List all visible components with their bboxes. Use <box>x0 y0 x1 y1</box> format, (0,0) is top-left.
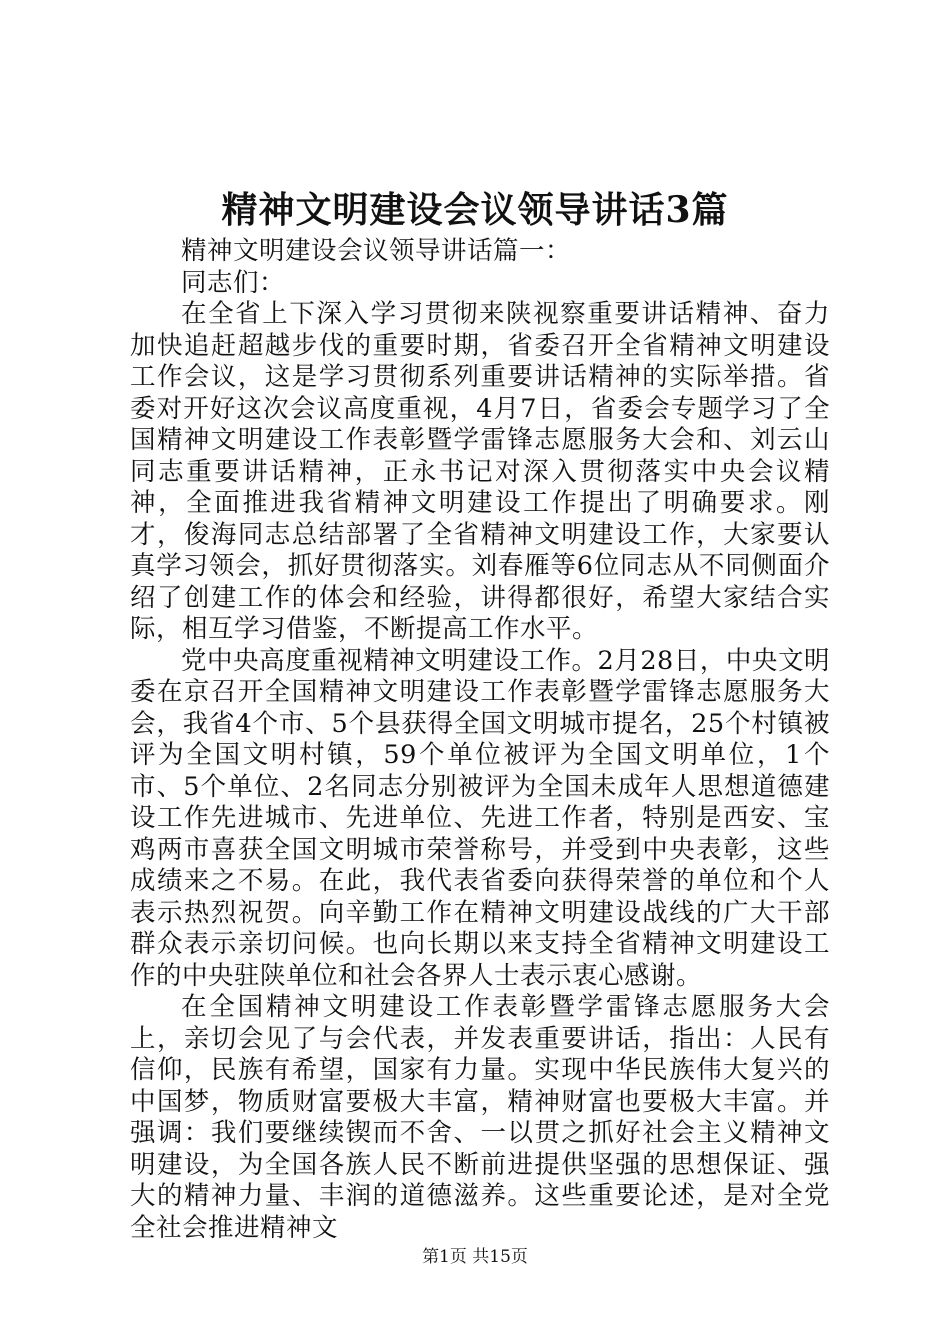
body-paragraph: 在全国精神文明建设工作表彰暨学雷锋志愿服务大会上，亲切会见了与会代表，并发表重要讲话，指出：人民有信仰，民族有希望，国家有力量。实现中华民族伟大复兴的中国梦，物质财富要极大丰富，精神财富也要极大丰富。并强调：我们要继续锲而不舍、一以贯之抓好社会主义精神文明建设，为全国各族人民不断前进提供坚强的思想保证、强大的精神力量、丰润的道德滋养。这些重要论述，是对全党全社会推进精神文 <box>130 992 830 1243</box>
document-body <box>130 236 830 1244</box>
section-heading: 精神文明建设会议领导讲话篇一： <box>181 236 572 266</box>
document-title: 精神文明建设会议领导讲话3篇 <box>221 189 729 231</box>
body-paragraph: 党中央高度重视精神文明建设工作。2月28日，中央文明委在京召开全国精神文明建设工作表彰暨学雷锋志愿服务大会，我省4个市、5个县获得全国文明城市提名，25个村镇被评为全国文明村镇，59个单位被评为全国文明单位，1个市、5个单位、2名同志分别被评为全国未成年人思想道德建设工作先进城市、先进单位、先进工作者，特别是西安、宝鸡两市喜获全国文明城市荣誉称号，并受到中央表彰，这些成绩来之不易。在此，我代表省委向获得荣誉的单位和个人表示热烈祝贺。向辛勤工作在精神文明建设战线的广大干部群众表示亲切问候。也向长期以来支持全省精神文明建设工作的中央驻陕单位和社会各界人士表示衷心感谢。 <box>130 645 830 991</box>
page-number-footer: 第1页 共15页 <box>422 1247 528 1267</box>
body-paragraph: 在全省上下深入学习贯彻来陕视察重要讲话精神、奋力加快追赶超越步伐的重要时期，省委召开全省精神文明建设工作会议，这是学习贯彻系列重要讲话精神的实际举措。省委对开好这次会议高度重视，4月7日，省委会专题学习了全国精神文明建设工作表彰暨学雷锋志愿服务大会和、刘云山同志重要讲话精神，正永书记对深入贯彻落实中央会议精神，全面推进我省精神文明建设工作提出了明确要求。刚才，俊海同志总结部署了全省精神文明建设工作，大家要认真学习领会，抓好贯彻落实。刘春雁等6位同志从不同侧面介绍了创建工作的体会和经验，讲得都很好，希望大家结合实际，相互学习借鉴，不断提高工作水平。 <box>130 299 830 644</box>
salutation: 同志们： <box>181 267 286 298</box>
